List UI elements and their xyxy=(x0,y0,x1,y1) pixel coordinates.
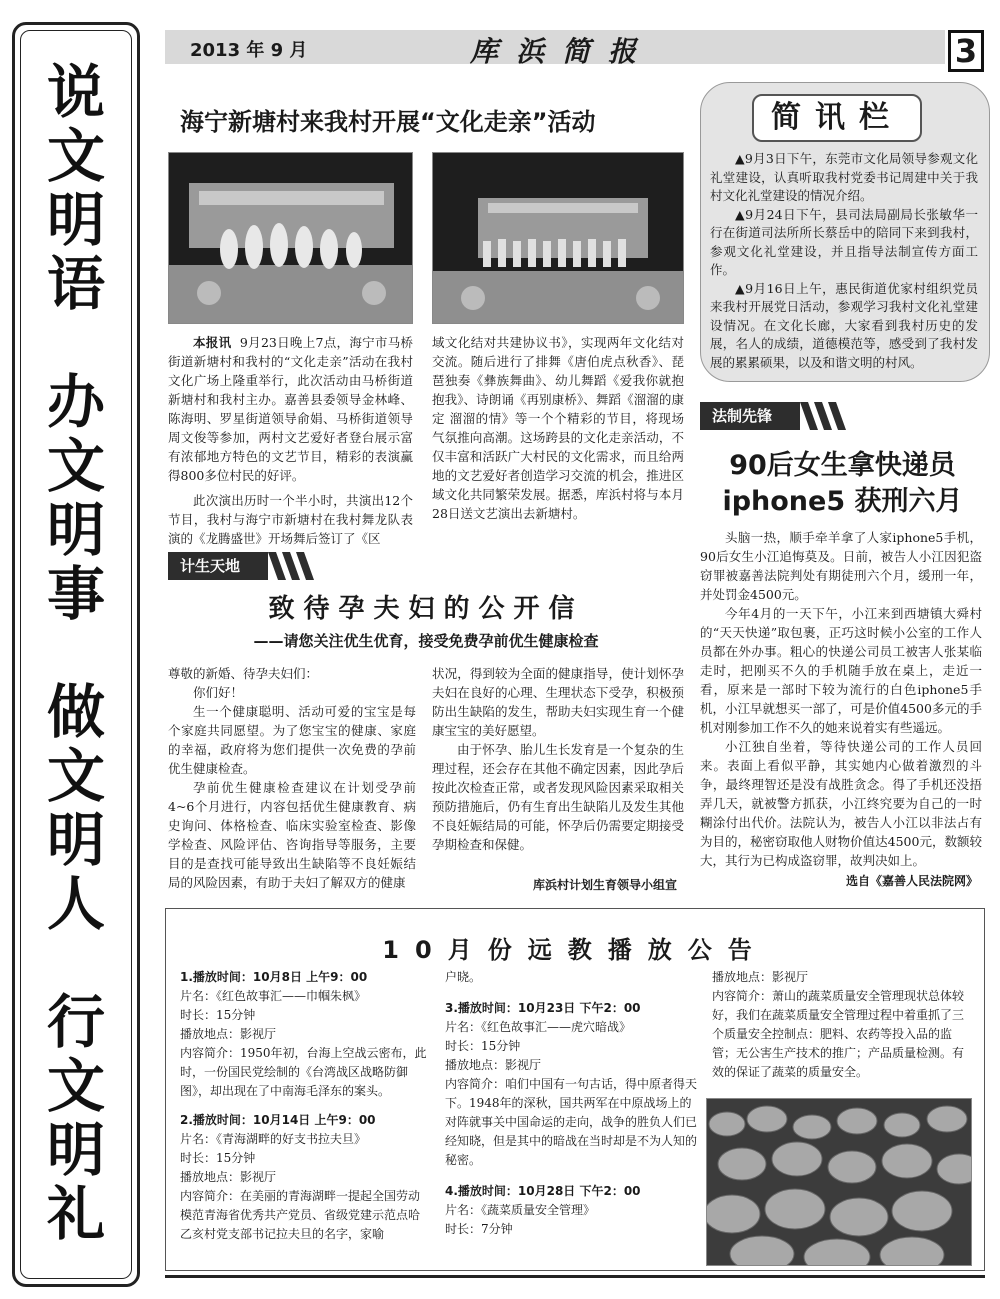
paragraph: 由于怀孕、胎儿生长发育是一个复杂的生理过程，还会存在其他不确定因素，因此孕后按此次检查正常，或者发现风险因素采取相关预防措施后，仍有生育出生缺陷儿及发生其他不良妊娠结局的可能，怀孕后仍需要定期接受孕期检查和保健。 xyxy=(432,742,684,852)
program-heading: 4.播放时间：10月28日 下午2：00 xyxy=(445,1184,641,1198)
program-length: 时长：7分钟 xyxy=(445,1222,513,1236)
paragraph: 今年4月的一天下午，小江来到西塘镇大舜村的“天天快递”取包裹，正巧这时候小公室的工作人员都在外办事。粗心的快递公司员工被害人张某临走时，把刚买不久的手机随手放在桌上，走近一看，原来是一部时下较为流行的白色iphone5手机，小江早就想买一部了，可是价值4500多元的手机对刚参加工作不久的她来说着实有些遥远。 xyxy=(700,606,982,735)
planning-signature: 库浜村计划生育领导小组宣 xyxy=(532,878,677,892)
brief-item: ▲9月3日下午，东莞市文化局领导参观文化礼堂建设，认真听取我村党委书记周建中关于我村文化礼堂建设的情况介绍。 xyxy=(710,151,978,203)
schedule-title: 10月份远教播放公告 xyxy=(382,936,768,964)
brief-item: ▲9月24日下午，县司法局副局长张敏华一行在街道司法所所长蔡岳中的陪同下来到我村，参观文化礼堂建设，并且指导法制宣传方面工作。 xyxy=(710,206,978,277)
planning-col2 xyxy=(432,664,684,854)
slogan-char: 文 xyxy=(46,742,105,810)
section-label-planning: 计生天地 xyxy=(168,552,268,580)
section-label-legal: 法制先锋 xyxy=(700,402,800,430)
legal-article xyxy=(700,528,982,870)
program-desc: 内容简介：咱们中国有一句古话，得中原者得天下。1948年的深秋，国共两军在中原战场上的对阵就事关中国命运的走向，战争的胜负人们已经知晓，但是其中的暗战在当时却是不为人知的秘密。 xyxy=(445,1077,698,1167)
program-name: 片名：《红色故事汇——虎穴暗战》 xyxy=(445,1020,632,1034)
stage-photo-2 xyxy=(432,152,684,324)
brief-item: ▲9月16日上午，惠民街道优家村组织党员来我村开展党日活动，参观学习我村文化礼堂建设情况。在文化长廊，大家看到我村历史的发展，名人的成绩，道德模范等，感受到了我村发展的累累硕果，以及和谐文明的村风。 xyxy=(710,280,978,370)
slogan-column xyxy=(15,60,137,1260)
slogan-char: 人 xyxy=(46,870,105,938)
slogan-char: 办 xyxy=(46,368,105,436)
program-length: 时长：15分钟 xyxy=(180,1008,256,1022)
legal-headline-line: iphone5 获刑六月 xyxy=(722,486,963,517)
page-number: 3 xyxy=(948,30,984,72)
paragraph: 头脑一热，顺手牵羊拿了人家iphone5手机，90后女生小江追悔莫及。日前，被告人小江因犯盗窃罪被嘉善法院判处有期徒刑六个月，缓刑一年，并处罚金4500元。 xyxy=(700,530,982,602)
program-desc: 内容简介：萧山的蔬菜质量安全管理现状总体较好，我们在蔬菜质量安全管理过程中着重抓了三个质量安全控制点：肥料、农药等投入品的监管；无公害生产技术的推广；产品质量检测。有效的保证了蔬菜的质量安全。 xyxy=(712,989,965,1079)
greeting: 你们好！ xyxy=(193,685,244,700)
legal-source: 选自《嘉善人民法院网》 xyxy=(845,874,978,888)
planning-subhead: ——请您关注优生优育，接受免费孕前优生健康检查 xyxy=(253,632,599,650)
paragraph: 生一个健康聪明、活动可爱的宝宝是每个家庭共同愿望。为了您宝宝的健康、家庭的幸福，政府将为您们提供一次免费的孕前优生健康检查。 xyxy=(168,704,416,776)
paragraph: 此次演出历时一个半小时，共演出12个节目，我村与海宁市新塘村在我村舞龙队表演的《龙腾盛世》开场舞后签订了《区 xyxy=(168,493,413,546)
program-heading: 3.播放时间：10月23日 下午2：00 xyxy=(445,1001,641,1015)
vegetable-field-photo xyxy=(706,1098,972,1266)
planning-headline: 致待孕夫妇的公开信 xyxy=(268,594,584,624)
program-desc-continued: 户晓。 xyxy=(445,970,482,984)
schedule-col3 xyxy=(712,968,970,1082)
slogan-char: 文 xyxy=(46,122,105,190)
slogan-char: 语 xyxy=(46,250,105,318)
program-place: 播放地点：影视厅 xyxy=(712,970,809,984)
program-place: 播放地点：影视厅 xyxy=(445,1058,542,1072)
paragraph: 9月23日晚上7点，海宁市马桥街道新塘村和我村的“文化走亲”活动在我村文化广场上隆重举行，此次活动由马桥街道新塘村和我村主办。嘉善县委领导金林峰、陈海明、罗星街道领导俞娟、马桥街道领导周文俊等参加，两村文艺爱好者登台展示富有浓郁地方特色的文艺节目，精彩的表演赢得800多位村民的好评。 xyxy=(168,335,413,483)
program-name: 片名：《蔬菜质量安全管理》 xyxy=(445,1203,596,1217)
program-desc: 内容简介：在美丽的青海湖畔一提起全国劳动模范青海省优秀共产党员、省级党建示范点哈乙亥村党支部书记拉夫旦的名字，家喻 xyxy=(180,1189,421,1241)
salutation: 尊敬的新婚、待孕夫妇们： xyxy=(168,666,319,681)
stripes-decoration xyxy=(268,552,314,580)
program-heading: 1.播放时间：10月8日 上午9：00 xyxy=(180,970,368,984)
schedule-col1 xyxy=(180,968,430,1244)
slogan-char: 做 xyxy=(46,678,105,746)
main-article-col2 xyxy=(432,333,684,523)
program-heading: 2.播放时间：10月14日 上午9：00 xyxy=(180,1113,376,1127)
paragraph: 域文化结对共建协议书》，实现两年文化结对交流。随后进行了排舞《唐伯虎点秋香》、琵琶独奏《彝族舞曲》、幼儿舞蹈《爱我你就抱抱我》、诗朗诵《再别康桥》、舞蹈《溜溜的康定 溜溜的情》等一个个精彩的节目，将现场气氛推向高潮。这场跨县的文化走亲活动，不仅丰富和活跃广大村民的文化需求，而且给两地的文艺爱好者创造学习交流的机会，推进区域文化共同繁荣发展。据悉，库浜村将与本月28日送文艺演出去新塘村。 xyxy=(432,335,684,521)
slogan-char: 明 xyxy=(46,186,105,254)
paragraph: 小江独自坐着，等待快递公司的工作人员回来。表面上看似平静，其实她内心做着激烈的斗争，最终理智还是没有战胜贪念。得了手机还没捂弄几天，就被警方抓获，小江终究要为自己的一时糊涂付出代价。法院认为，被告人小江以非法占有为目的，秘密窃取他人财物价值达4500元，数额较大，其行为已构成盗窃罪，故判决如上。 xyxy=(700,739,982,868)
program-name: 片名：《青海湖畔的好支书拉夫旦》 xyxy=(180,1132,367,1146)
newspaper-title: 库浜简报 xyxy=(470,35,655,68)
program-desc: 内容简介：1950年初，台海上空战云密布，此时，一份国民党绘制的《台湾战区战略防御图》，却出现在了中南海毛泽东的案头。 xyxy=(180,1046,427,1098)
paragraph: 孕前优生健康检查建议在计划受孕前4~6个月进行，内容包括优生健康教育、病史询问、体格检查、临床实验室检查、影像学检查、风险评估、咨询指导等服务，主要目的是查找可能导致出生缺陷等不良妊娠结局的风险因素，有助于夫妇了解双方的健康 xyxy=(168,780,416,890)
stage-photo-1 xyxy=(168,152,413,324)
legal-headline-line: 90后女生拿快递员 xyxy=(729,450,956,481)
lead-label: 本报讯 xyxy=(193,335,232,350)
program-place: 播放地点：影视厅 xyxy=(180,1027,277,1041)
paragraph: 状况，得到较为全面的健康指导，使计划怀孕夫妇在良好的心理、生理状态下受孕，积极预防出生缺陷的发生，帮助夫妇实现生育一个健康宝宝的美好愿望。 xyxy=(432,666,684,738)
bottom-rule xyxy=(165,1275,985,1278)
brief-news-title: 简讯栏 xyxy=(752,94,922,142)
slogan-char: 礼 xyxy=(46,1180,105,1248)
slogan-char: 行 xyxy=(46,988,105,1056)
slogan-char: 文 xyxy=(46,1052,105,1120)
main-article-col1 xyxy=(168,333,413,548)
slogan-char: 明 xyxy=(46,1116,105,1184)
program-name: 片名：《红色故事汇——巾帼朱枫》 xyxy=(180,989,367,1003)
program-length: 时长：15分钟 xyxy=(180,1151,256,1165)
brief-news-list xyxy=(710,150,978,372)
planning-col1 xyxy=(168,664,416,892)
stripes-decoration xyxy=(800,402,846,430)
program-place: 播放地点：影视厅 xyxy=(180,1170,277,1184)
issue-date: 2013 年 9 月 xyxy=(190,40,308,61)
slogan-char: 事 xyxy=(46,560,105,628)
main-headline: 海宁新塘村来我村开展“文化走亲”活动 xyxy=(180,108,596,136)
legal-headline xyxy=(700,448,985,520)
slogan-char: 文 xyxy=(46,432,105,500)
program-length: 时长：15分钟 xyxy=(445,1039,521,1053)
schedule-col2 xyxy=(445,968,697,1239)
slogan-char: 说 xyxy=(46,58,105,126)
slogan-char: 明 xyxy=(46,496,105,564)
slogan-char: 明 xyxy=(46,806,105,874)
